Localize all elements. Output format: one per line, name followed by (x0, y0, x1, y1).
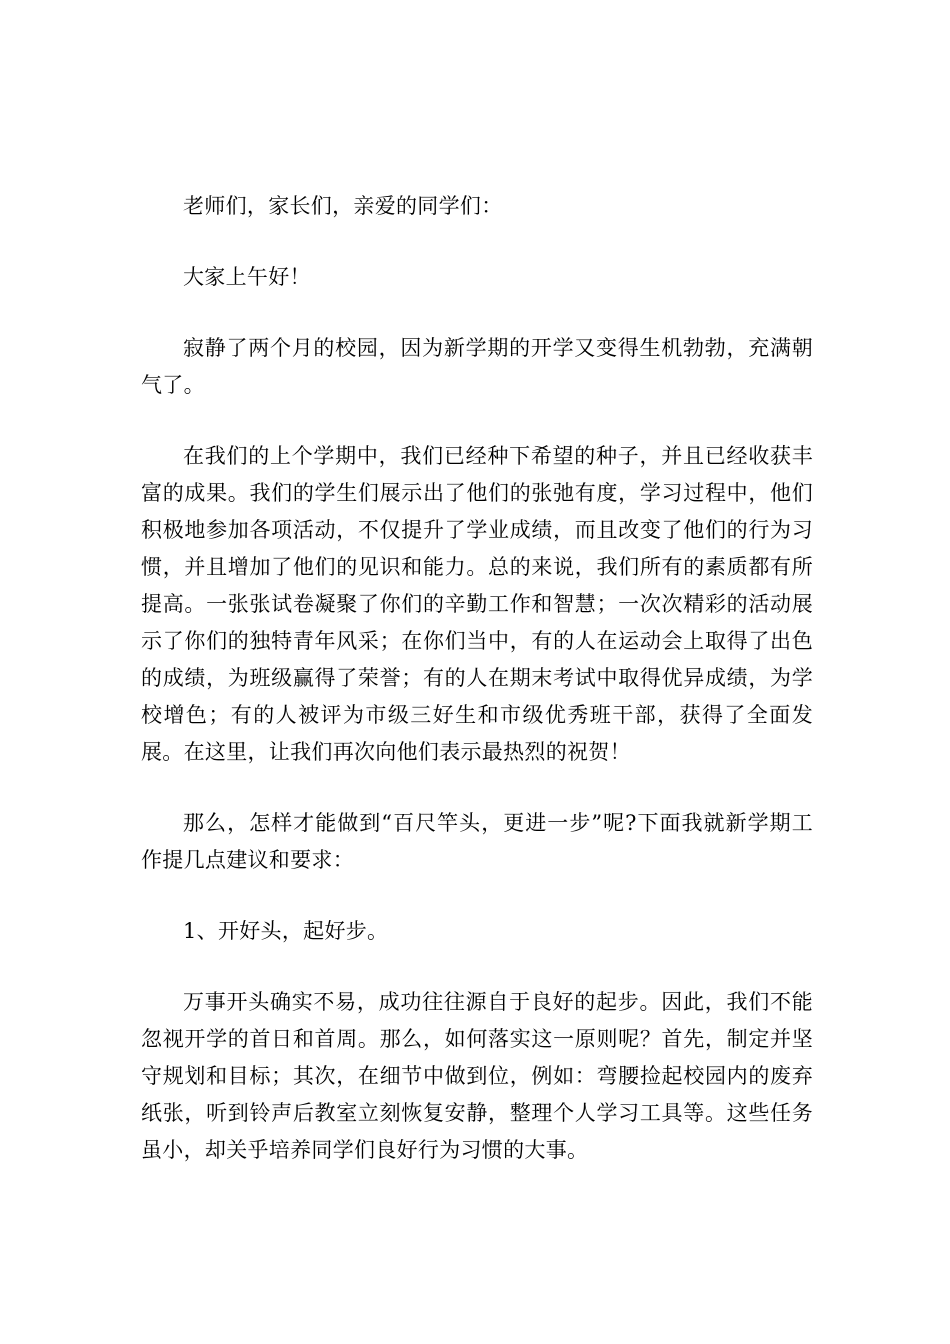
intro-paragraph: 寂静了两个月的校园，因为新学期的开学又变得生机勃勃，充满朝气了。 (141, 336, 813, 397)
point-detail-paragraph: 万事开头确实不易，成功往往源自于良好的起步。因此，我们不能忽视开学的首日和首周。那么，如何落实这一原则呢？首先，制定并坚守规划和目标；其次，在细节中做到位，例如：弯腰捡起校园内的废弃纸张，听到铃声后教室立刻恢复安静，整理个人学习工具等。这些任务虽小，却关乎培养同学们良好行为习惯的大事。 (141, 990, 813, 1162)
point-heading: 1、开好头，起好步。 (183, 919, 389, 943)
review-paragraph: 在我们的上个学期中，我们已经种下希望的种子，并且已经收获丰富的成果。我们的学生们展示出了他们的张弛有度，学习过程中，他们积极地参加各项活动，不仅提升了学业成绩，而且改变了他们的行为习惯，并且增加了他们的见识和能力。总的来说，我们所有的素质都有所提高。一张张试卷凝聚了你们的辛勤工作和智慧；一次次精彩的活动展示了你们的独特青年风采；在你们当中，有的人在运动会上取得了出色的成绩，为班级赢得了荣誉；有的人在期末考试中取得优异成绩，为学校增色；有的人被评为市级三好生和市级优秀班干部，获得了全面发展。在这里，让我们再次向他们表示最热烈的祝贺！ (141, 444, 813, 764)
salutation-paragraph: 大家上午好！ (183, 265, 311, 289)
greeting-paragraph: 老师们，家长们，亲爱的同学们： (183, 194, 503, 218)
question-paragraph: 那么，怎样才能做到“百尺竿头，更进一步”呢?下面我就新学期工作提几点建议和要求： (141, 811, 813, 872)
document-body (141, 188, 813, 1203)
